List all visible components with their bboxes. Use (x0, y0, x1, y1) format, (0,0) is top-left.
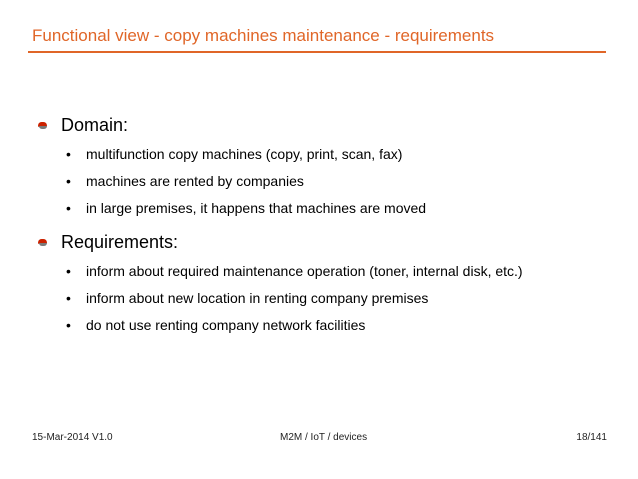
red-bullet-icon (38, 237, 48, 247)
bullet-dot-icon: • (66, 290, 71, 306)
section-heading-text: Domain: (61, 114, 129, 135)
bullet-dot-icon: • (66, 146, 71, 162)
bullet-dot-icon: • (66, 263, 71, 279)
title-underline (28, 51, 606, 53)
list-item-text: do not use renting company network facilities (86, 317, 366, 333)
list-item (36, 168, 626, 195)
list-item-text: in large premises, it happens that machines are moved (86, 200, 427, 216)
slide-content (36, 113, 626, 339)
bullet-dot-icon: • (66, 317, 71, 333)
bullet-dot-icon: • (66, 173, 71, 189)
list-item (36, 258, 626, 285)
list-item (36, 285, 626, 312)
list-item (36, 195, 626, 222)
list-item-text: inform about new location in renting company premises (86, 290, 429, 306)
footer-topic: M2M / IoT / devices (280, 432, 368, 443)
bullet-dot-icon: • (66, 200, 71, 216)
section-requirements (36, 230, 626, 339)
page-number: 18/141 (576, 432, 607, 443)
slide-title: Functional view - copy machines maintenance - requirements (32, 26, 495, 45)
footer-date-version: 15-Mar-2014 V1.0 (32, 432, 113, 443)
bullet-list (36, 141, 626, 222)
list-item-text: multifunction copy machines (copy, print, scan, fax) (86, 146, 403, 162)
bullet-list (36, 258, 626, 339)
red-bullet-icon (38, 120, 48, 130)
section-domain (36, 113, 626, 222)
list-item-text: machines are rented by companies (86, 173, 304, 189)
section-heading (36, 113, 626, 137)
section-heading-text: Requirements: (61, 231, 179, 252)
section-heading (36, 230, 626, 254)
list-item-text: inform about required maintenance operation (toner, internal disk, etc.) (86, 263, 523, 279)
list-item (36, 141, 626, 168)
list-item (36, 312, 626, 339)
